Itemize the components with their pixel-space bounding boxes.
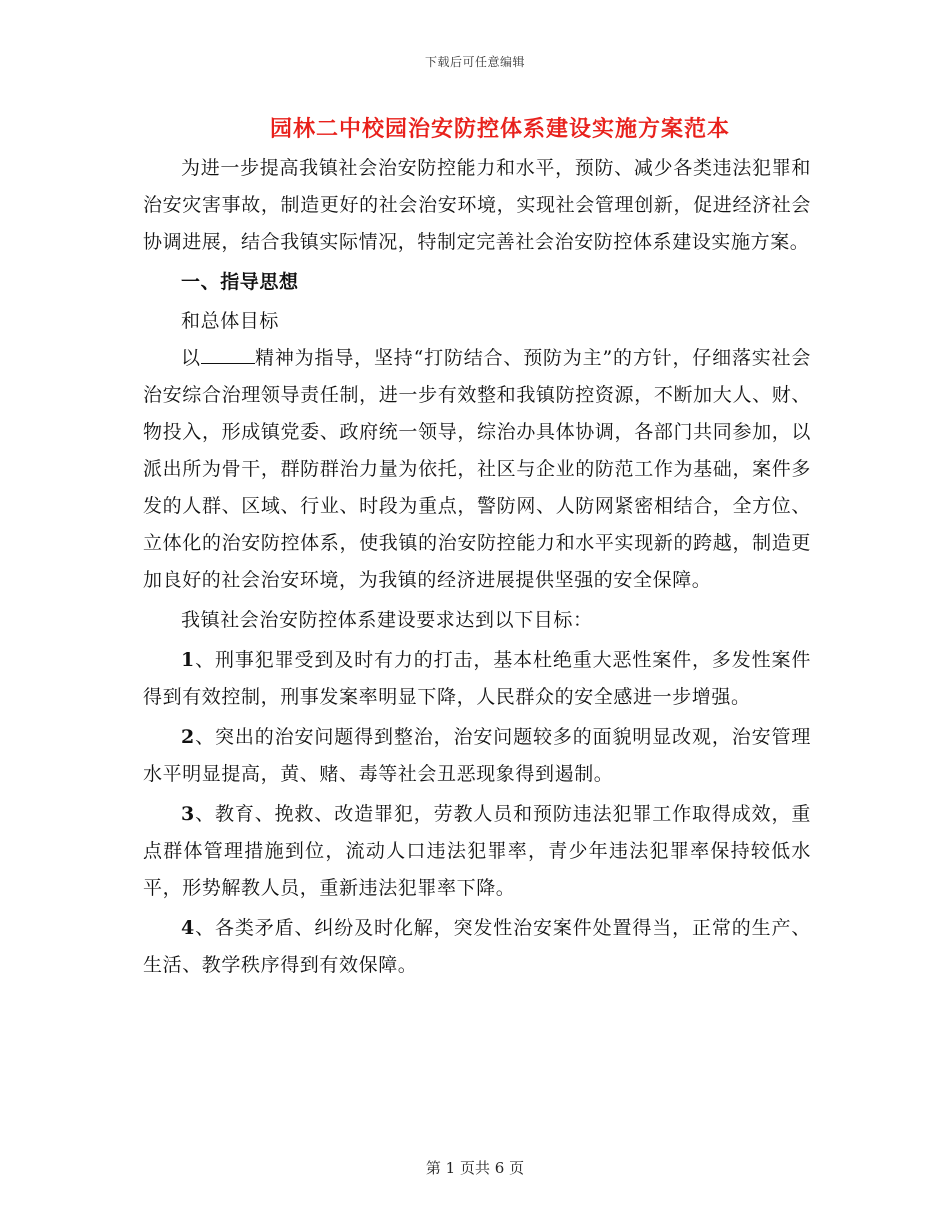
page-number: 第 1 页共 6 页: [425, 1159, 525, 1177]
goal-number: 2: [181, 726, 195, 748]
section-heading: 一、指导思想: [181, 271, 299, 293]
goal-item: [143, 796, 811, 907]
fill-in-blank: [201, 345, 255, 364]
goal-text: 、教育、挽救、改造罪犯，劳教人员和预防违法犯罪工作取得成效，重点群体管理措施到位，流动人口违法犯罪率，青少年违法犯罪率保持较低水平，形势解教人员，重新违法犯罪率下降。: [143, 803, 811, 899]
guide-paragraph: [143, 340, 811, 599]
guide-text: 精神为指导，坚持“打防结合、预防为主”的方针，仔细落实社会治安综合治理领导责任制，进一步有效整和我镇防控资源，不断加大人、财、物投入，形成镇党委、政府统一领导，综治办具体协调，各部门共同参加，以派出所为骨干，群防群治力量为依托，社区与企业的防范工作为基础，案件多发的人群、区域、行业、时段为重点，警防网、人防网紧密相结合，全方位、立体化的治安防控体系，使我镇的治安防控能力和水平实现新的跨越，制造更加良好的社会治安环境，为我镇的经济进展提供坚强的安全保障。: [143, 347, 811, 591]
guide-prefix: 以: [181, 347, 201, 369]
goal-text: 、刑事犯罪受到及时有力的打击，基本杜绝重大恶性案件，多发性案件得到有效控制，刑事发案率明显下降，人民群众的安全感进一步增强。: [143, 649, 811, 708]
goal-item: [143, 642, 811, 716]
header-note: 下载后可任意编辑: [424, 55, 525, 69]
goal-item: [143, 719, 811, 793]
goal-text: 、突出的治安问题得到整治，治安问题较多的面貌明显改观，治安管理水平明显提高，黄、赌、毒等社会丑恶现象得到遏制。: [143, 726, 811, 785]
document-title: 园林二中校园治安防控体系建设实施方案范本: [269, 116, 730, 142]
intro-paragraph: 为进一步提高我镇社会治安防控能力和水平，预防、减少各类违法犯罪和治安灾害事故，制造更好的社会治安环境，实现社会管理创新，促进经济社会协调进展，结合我镇实际情况，特制定完善社会治安防控体系建设实施方案。: [143, 157, 811, 253]
goal-text: 、各类矛盾、纠纷及时化解，突发性治安案件处置得当，正常的生产、生活、教学秩序得到有效保障。: [143, 917, 811, 976]
goal-item: [143, 910, 811, 984]
goal-number: 3: [181, 803, 195, 825]
goals-intro: 我镇社会治安防控体系建设要求达到以下目标：: [181, 609, 593, 631]
document-body: [143, 150, 811, 984]
goal-number: 4: [181, 917, 195, 939]
goal-number: 1: [181, 649, 195, 671]
section-subheading: 和总体目标: [181, 310, 280, 332]
